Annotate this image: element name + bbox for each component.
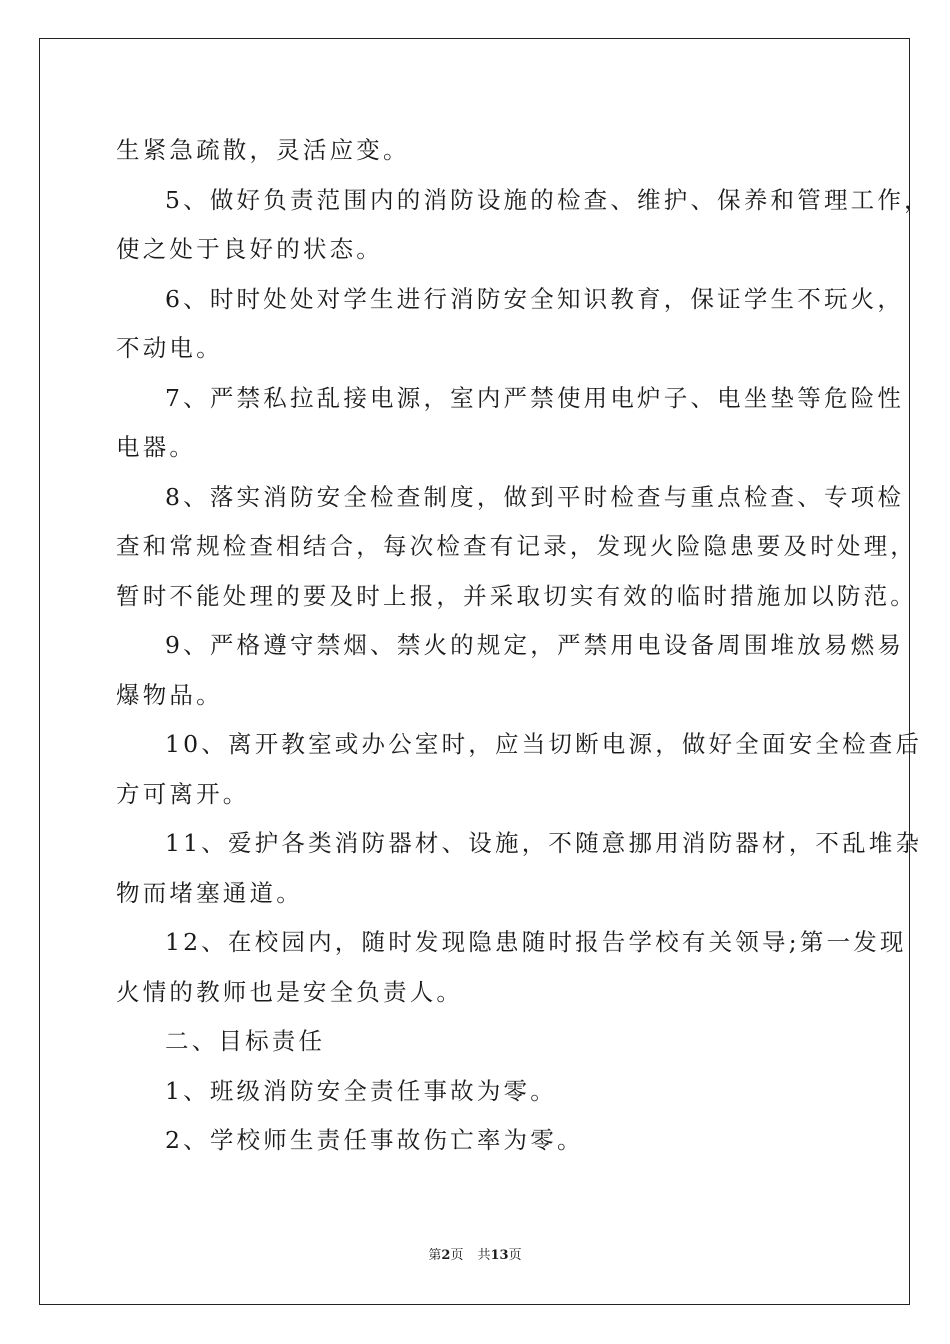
text-line: 使之处于良好的状态。: [116, 235, 383, 263]
section-heading: 二、目标责任: [165, 1027, 326, 1055]
total-suffix: 页: [508, 1248, 522, 1263]
page-suffix: 页: [450, 1248, 464, 1263]
text-line: 不动电。: [116, 334, 223, 362]
text-line: 7、严禁私拉乱接电源，室内严禁使用电炉子、电坐垫等危险性: [165, 383, 905, 412]
total-prefix: 共: [477, 1248, 491, 1263]
text-line: 火情的教师也是安全负责人。: [116, 977, 464, 1006]
page-number: 2: [441, 1248, 451, 1263]
page-footer: [0, 1246, 950, 1266]
text-line: 2、学校师生责任事故伤亡率为零。: [165, 1126, 584, 1154]
text-line: 11、爱护各类消防器材、设施，不随意挪用消防器材，不乱堆杂: [165, 829, 923, 857]
text-line: 12、在校园内，随时发现隐患随时报告学校有关领导;第一发现: [165, 928, 907, 956]
text-line: 5、做好负责范围内的消防设施的检查、维护、保养和管理工作，: [165, 185, 931, 214]
text-line: 8、落实消防安全检查制度，做到平时检查与重点检查、专项检: [165, 482, 905, 511]
text-line: 9、严格遵守禁烟、禁火的规定，严禁用电设备周围堆放易燃易: [165, 631, 905, 659]
text-line: 暂时不能处理的要及时上报，并采取切实有效的临时措施加以防范。: [116, 581, 917, 610]
text-line: 生紧急疏散，灵活应变。: [116, 136, 410, 164]
total-pages: 13: [490, 1248, 509, 1263]
page-prefix: 第: [428, 1248, 442, 1263]
text-line: 6、时时处处对学生进行消防安全知识教育，保证学生不玩火，: [165, 284, 905, 313]
document-body: [116, 130, 931, 1170]
text-line: 物而堵塞通道。: [116, 878, 303, 907]
text-line: 电器。: [116, 433, 197, 461]
text-line: 10、离开教室或办公室时，应当切断电源，做好全面安全检查后: [165, 730, 923, 758]
text-line: 爆物品。: [116, 680, 223, 709]
text-line: 查和常规检查相结合，每次检查有记录，发现火险隐患要及时处理，: [116, 532, 917, 560]
text-line: 1、班级消防安全责任事故为零。: [165, 1076, 557, 1105]
text-line: 方可离开。: [116, 779, 250, 808]
